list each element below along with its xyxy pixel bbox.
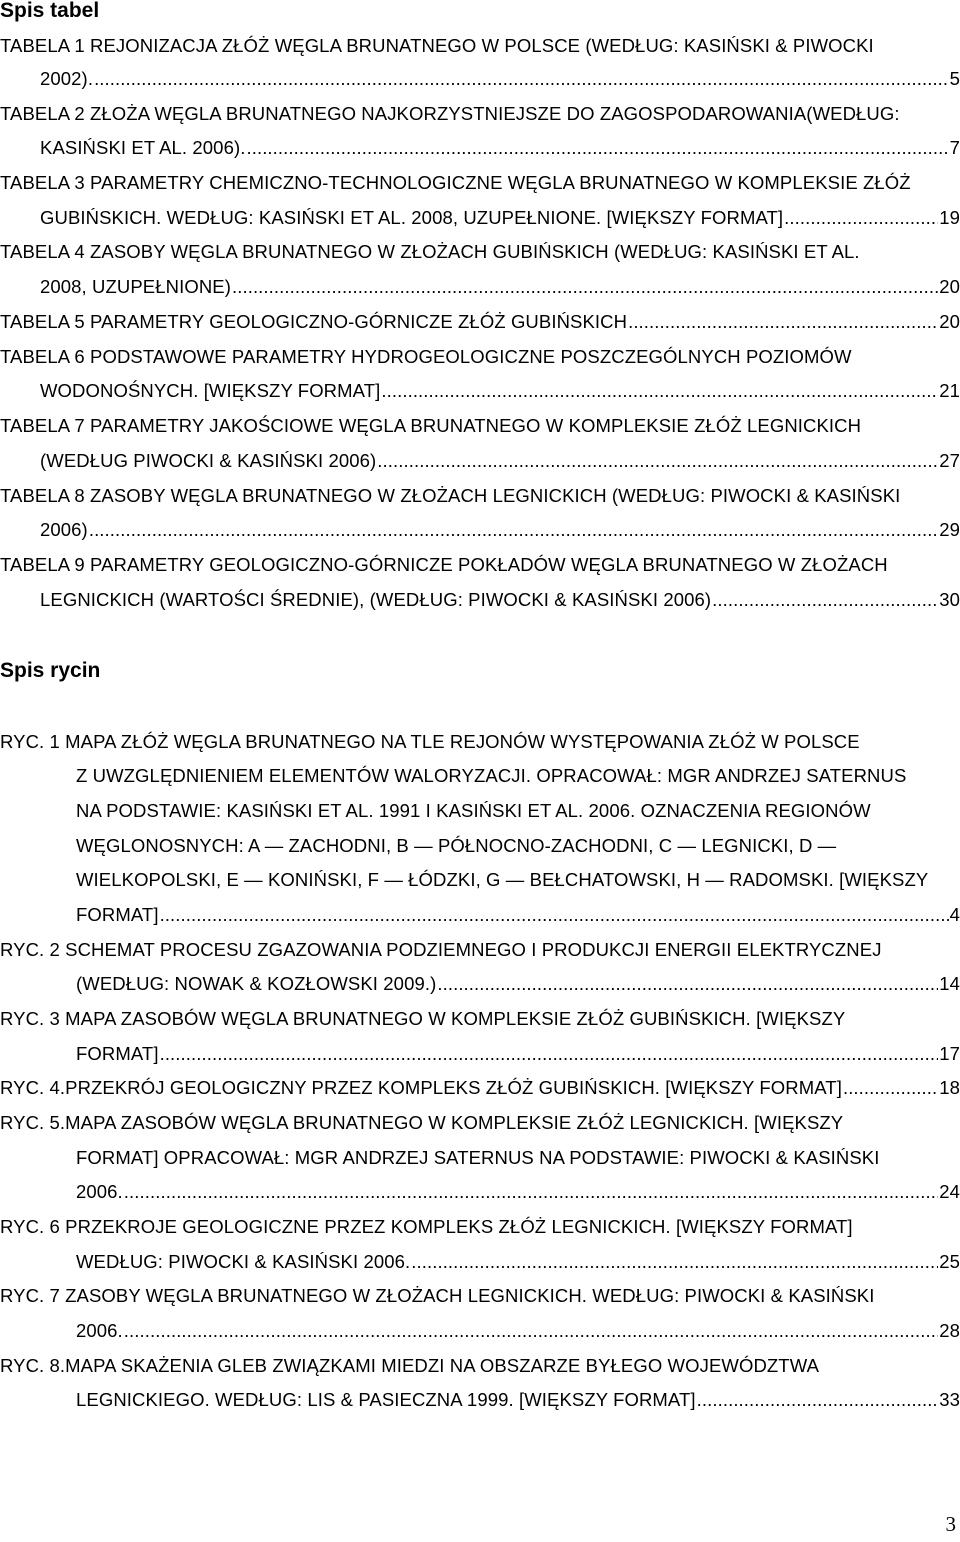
toc-line: TABELA 9 PARAMETRY GEOLOGICZNO-GÓRNICZE POKŁADÓW WĘGLA BRUNATNEGO W ZŁOŻACH [0, 554, 888, 575]
toc-line: TABELA 1 REJONIZACJA ZŁÓŻ WĘGLA BRUNATNEGO W POLSCE (WEDŁUG: KASIŃSKI & PIWOCKI [0, 35, 874, 56]
toc-line[interactable] [40, 589, 960, 611]
toc-line: RYC. 2 SCHEMAT PROCESU ZGAZOWANIA PODZIEMNEGO I PRODUKCJI ENERGII ELEKTRYCZNEJ [0, 939, 882, 960]
dot-leader [160, 1043, 939, 1065]
toc-line: RYC. 1 MAPA ZŁÓŻ WĘGLA BRUNATNEGO NA TLE REJONÓW WYSTĘPOWANIA ZŁÓŻ W POLSCE [0, 731, 860, 752]
dot-leader [89, 519, 938, 541]
toc-line: TABELA 7 PARAMETRY JAKOŚCIOWE WĘGLA BRUNATNEGO W KOMPLEKSIE ZŁÓŻ LEGNICKICH [0, 415, 862, 436]
toc-line: TABELA 8 ZASOBY WĘGLA BRUNATNEGO W ZŁOŻACH LEGNICKICH (WEDŁUG: PIWOCKI & KASIŃSKI [0, 485, 901, 506]
page-number: 7 [949, 137, 960, 158]
footer-page-number: 3 [945, 1512, 956, 1536]
dot-leader [437, 973, 938, 995]
page-number: 4 [949, 904, 960, 925]
toc-line[interactable] [40, 207, 960, 229]
page-number: 24 [939, 1181, 960, 1202]
toc-text: 2006. [76, 1320, 123, 1341]
toc-line: WIELKOPOLSKI, E — KONIŃSKI, F — ŁÓDZKI, G — BEŁCHATOWSKI, H — RADOMSKI. [WIĘKSZY [76, 869, 929, 890]
dot-leader [697, 1389, 939, 1411]
dot-leader [843, 1077, 938, 1099]
page-number: 29 [939, 519, 960, 540]
toc-text: TABELA 5 PARAMETRY GEOLOGICZNO-GÓRNICZE ZŁÓŻ GUBIŃSKICH [0, 311, 628, 332]
toc-line[interactable] [76, 1251, 960, 1273]
dot-leader [377, 450, 938, 472]
toc-line[interactable] [0, 1077, 960, 1099]
toc-line: Z UWZGLĘDNIENIEM ELEMENTÓW WALORYZACJI. OPRACOWAŁ: MGR ANDRZEJ SATERNUS [76, 765, 907, 786]
page-number: 21 [939, 380, 960, 401]
toc-text: WEDŁUG: PIWOCKI & KASIŃSKI 2006. [76, 1251, 411, 1272]
toc-line: WĘGLONOSNYCH: A — ZACHODNI, B — PÓŁNOCNO-ZACHODNI, C — LEGNICKI, D — [76, 835, 837, 856]
toc-text: FORMAT] [76, 1043, 159, 1064]
toc-text: RYC. 4.PRZEKRÓJ GEOLOGICZNY PRZEZ KOMPLEKS ZŁÓŻ GUBIŃSKICH. [WIĘKSZY FORMAT] [0, 1077, 842, 1098]
page-number: 19 [939, 207, 960, 228]
toc-line: TABELA 3 PARAMETRY CHEMICZNO-TECHNOLOGICZNE WĘGLA BRUNATNEGO W KOMPLEKSIE ZŁÓŻ [0, 172, 911, 193]
page-number: 14 [939, 973, 960, 994]
dot-leader [712, 589, 938, 611]
toc-line: RYC. 8.MAPA SKAŻENIA GLEB ZWIĄZKAMI MIEDZI NA OBSZARZE BYŁEGO WOJEWÓDZTWA [0, 1355, 820, 1376]
toc-line: RYC. 6 PRZEKROJE GEOLOGICZNE PRZEZ KOMPLEKS ZŁÓŻ LEGNICKICH. [WIĘKSZY FORMAT] [0, 1216, 853, 1237]
toc-line: NA PODSTAWIE: KASIŃSKI ET AL. 1991 I KASIŃSKI ET AL. 2006. OZNACZENIA REGIONÓW [76, 800, 871, 821]
toc-line[interactable] [0, 311, 960, 333]
toc-text: KASIŃSKI ET AL. 2006). [40, 137, 246, 158]
toc-line: TABELA 6 PODSTAWOWE PARAMETRY HYDROGEOLOGICZNE POSZCZEGÓLNYCH POZIOMÓW [0, 346, 852, 367]
dot-leader [232, 276, 938, 298]
toc-text: FORMAT] [76, 904, 159, 925]
tables-heading: Spis tabel [0, 0, 100, 22]
page-number: 20 [939, 276, 960, 297]
page-number: 18 [939, 1077, 960, 1098]
toc-text: 2008, UZUPEŁNIONE) [40, 276, 231, 297]
dot-leader [160, 904, 949, 926]
dot-leader [628, 311, 938, 333]
toc-line: FORMAT] OPRACOWAŁ: MGR ANDRZEJ SATERNUS NA PODSTAWIE: PIWOCKI & KASIŃSKI [76, 1147, 880, 1168]
page-number: 28 [939, 1320, 960, 1341]
toc-text: 2006. [76, 1181, 123, 1202]
toc-line: TABELA 2 ZŁOŻA WĘGLA BRUNATNEGO NAJKORZYSTNIEJSZE DO ZAGOSPODAROWANIA(WEDŁUG: [0, 103, 900, 124]
dot-leader [411, 1251, 938, 1273]
toc-line[interactable] [40, 519, 960, 541]
toc-text: 2002). [40, 68, 94, 89]
dot-leader [381, 380, 938, 402]
dot-leader [94, 68, 949, 90]
dot-leader [784, 207, 938, 229]
page-number: 33 [939, 1389, 960, 1410]
toc-line[interactable] [76, 1389, 960, 1411]
toc-line[interactable] [40, 276, 960, 298]
dot-leader [124, 1320, 938, 1342]
toc-line[interactable] [40, 137, 960, 159]
page-number: 17 [939, 1043, 960, 1064]
dot-leader [124, 1181, 938, 1203]
page-number: 20 [939, 311, 960, 332]
toc-line[interactable] [40, 450, 960, 472]
toc-line[interactable] [76, 1043, 960, 1065]
page-number: 30 [939, 589, 960, 610]
toc-text: LEGNICKICH (WARTOŚCI ŚREDNIE), (WEDŁUG: PIWOCKI & KASIŃSKI 2006) [40, 589, 712, 610]
toc-text: 2006) [40, 519, 88, 540]
toc-line: RYC. 5.MAPA ZASOBÓW WĘGLA BRUNATNEGO W KOMPLEKSIE ZŁÓŻ LEGNICKICH. [WIĘKSZY [0, 1112, 844, 1133]
page-number: 5 [949, 68, 960, 89]
page-number: 25 [939, 1251, 960, 1272]
toc-text: GUBIŃSKICH. WEDŁUG: KASIŃSKI ET AL. 2008, UZUPEŁNIONE. [WIĘKSZY FORMAT] [40, 207, 784, 228]
toc-line[interactable] [76, 973, 960, 995]
toc-line[interactable] [76, 1320, 960, 1342]
toc-text: LEGNICKIEGO. WEDŁUG: LIS & PASIECZNA 1999. [WIĘKSZY FORMAT] [76, 1389, 696, 1410]
toc-line: RYC. 7 ZASOBY WĘGLA BRUNATNEGO W ZŁOŻACH LEGNICKICH. WEDŁUG: PIWOCKI & KASIŃSKI [0, 1285, 875, 1306]
toc-line[interactable] [76, 1181, 960, 1203]
toc-line: TABELA 4 ZASOBY WĘGLA BRUNATNEGO W ZŁOŻACH GUBIŃSKICH (WEDŁUG: KASIŃSKI ET AL. [0, 241, 860, 262]
page-number: 27 [939, 450, 960, 471]
toc-line[interactable] [40, 380, 960, 402]
toc-text: (WEDŁUG PIWOCKI & KASIŃSKI 2006) [40, 450, 377, 471]
toc-text: WODONOŚNYCH. [WIĘKSZY FORMAT] [40, 380, 381, 401]
dot-leader [246, 137, 948, 159]
toc-line[interactable] [40, 68, 960, 90]
toc-line: RYC. 3 MAPA ZASOBÓW WĘGLA BRUNATNEGO W KOMPLEKSIE ZŁÓŻ GUBIŃSKICH. [WIĘKSZY [0, 1008, 846, 1029]
figures-heading: Spis rycin [0, 659, 101, 682]
toc-line[interactable] [76, 904, 960, 926]
toc-text: (WEDŁUG: NOWAK & KOZŁOWSKI 2009.) [76, 973, 437, 994]
